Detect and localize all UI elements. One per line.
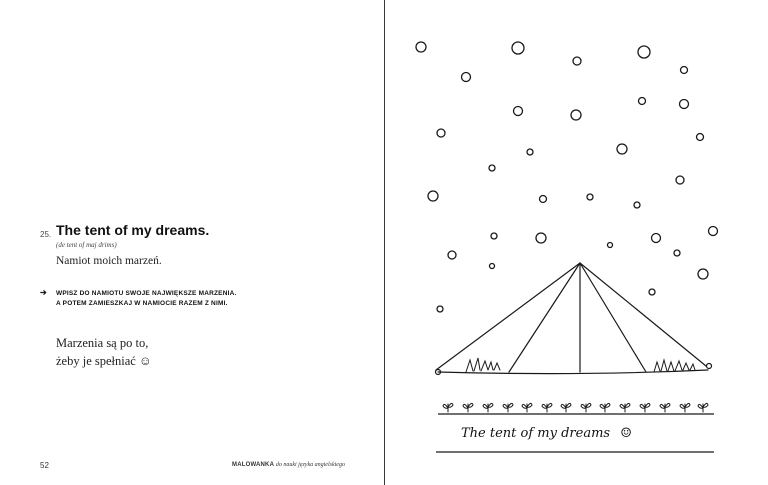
instruction-text [56,289,237,309]
smiley-icon: ☺ [620,426,632,441]
sprout-row [385,0,708,412]
page-number: 52 [40,461,49,470]
sky-dots [416,42,718,312]
right-page [385,0,768,485]
arrow-icon: ➔ [40,288,47,297]
footer-subtitle: do nauki języka angielskiego [275,462,345,468]
quote [56,334,152,370]
instruction-line-2: A POTEM ZAMIESZKAJ W NAMIOCIE RAZEM Z NIMI. [56,300,228,307]
exercise-number: 25. [40,230,52,239]
quote-line-1: Marzenia są po to, [56,336,149,350]
exercise-title: The tent of my dreams. [56,222,210,238]
tent [436,263,712,375]
polish-translation: Namiot moich marzeń. [56,255,162,267]
handwritten-caption [461,426,632,441]
footer-brand: MALOWANKA [232,462,275,468]
footer [232,462,345,468]
quote-line-2: żeby je spełniać ☺ [56,354,152,368]
instruction-line-1: WPISZ DO NAMIOTU SWOJE NAJWIĘKSZE MARZENIA. [56,290,237,297]
tent-illustration [385,0,768,485]
caption-text: The tent of my dreams [461,426,611,441]
pronunciation-hint: (de tent of maj drims) [56,241,117,249]
